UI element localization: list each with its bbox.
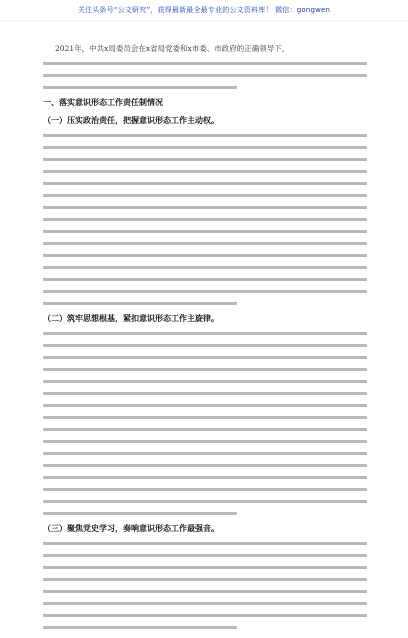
text-line: [43, 266, 367, 269]
text-line: [43, 332, 367, 335]
text-line: [43, 416, 367, 419]
banner-text: 关注头条号“公文研究”，获得最新最全最专业的公文资料库！ 微信：gongwen: [77, 6, 331, 14]
subsection-heading-1: （一）压实政治责任，把握意识形态工作主动权。: [43, 116, 219, 125]
text-line: [43, 452, 367, 455]
text-line: [43, 554, 367, 557]
text-line: [43, 476, 367, 479]
text-line: [43, 62, 367, 65]
text-line: [43, 134, 367, 137]
text-line: [43, 626, 237, 629]
intro-body: [43, 62, 367, 89]
text-line: [43, 392, 367, 395]
text-line: [43, 254, 367, 257]
text-line: [43, 86, 237, 89]
text-line: [43, 404, 367, 407]
text-line: [43, 428, 367, 431]
text-line: [43, 380, 367, 383]
text-line: [43, 146, 367, 149]
text-line: [43, 194, 367, 197]
text-line: [43, 158, 367, 161]
text-line: [43, 290, 367, 293]
text-line: [43, 242, 367, 245]
text-line: [43, 182, 367, 185]
text-line: [43, 278, 367, 281]
text-line: [43, 230, 367, 233]
intro-paragraph: 2021年，中共x局委员会在x省局党委和x市委、市政府的正确领导下，: [55, 44, 290, 53]
text-line: [43, 512, 237, 515]
section-heading-1: 一、落实意识形态工作责任制情况: [43, 98, 163, 107]
text-line: [43, 356, 367, 359]
subsection-3-body: [43, 542, 367, 629]
text-line: [43, 344, 367, 347]
text-line: [43, 590, 367, 593]
text-line: [43, 206, 367, 209]
text-line: [43, 440, 367, 443]
subsection-heading-3: （三）聚焦党史学习，奏响意识形态工作最强音。: [43, 524, 219, 533]
text-line: [43, 488, 367, 491]
text-line: [43, 464, 367, 467]
text-line: [43, 170, 367, 173]
document-page: [43, 44, 367, 638]
text-line: [43, 302, 237, 305]
subsection-2-body: [43, 332, 367, 515]
text-line: [43, 218, 367, 221]
text-line: [43, 74, 367, 77]
text-line: [43, 566, 367, 569]
text-line: [43, 368, 367, 371]
subsection-heading-2: （二）筑牢思想根基，紧扣意识形态工作主旋律。: [43, 314, 219, 323]
subsection-1-body: [43, 134, 367, 305]
text-line: [43, 614, 367, 617]
text-line: [43, 542, 367, 545]
text-line: [43, 500, 367, 503]
text-line: [43, 602, 367, 605]
header-banner[interactable]: [0, 0, 408, 21]
